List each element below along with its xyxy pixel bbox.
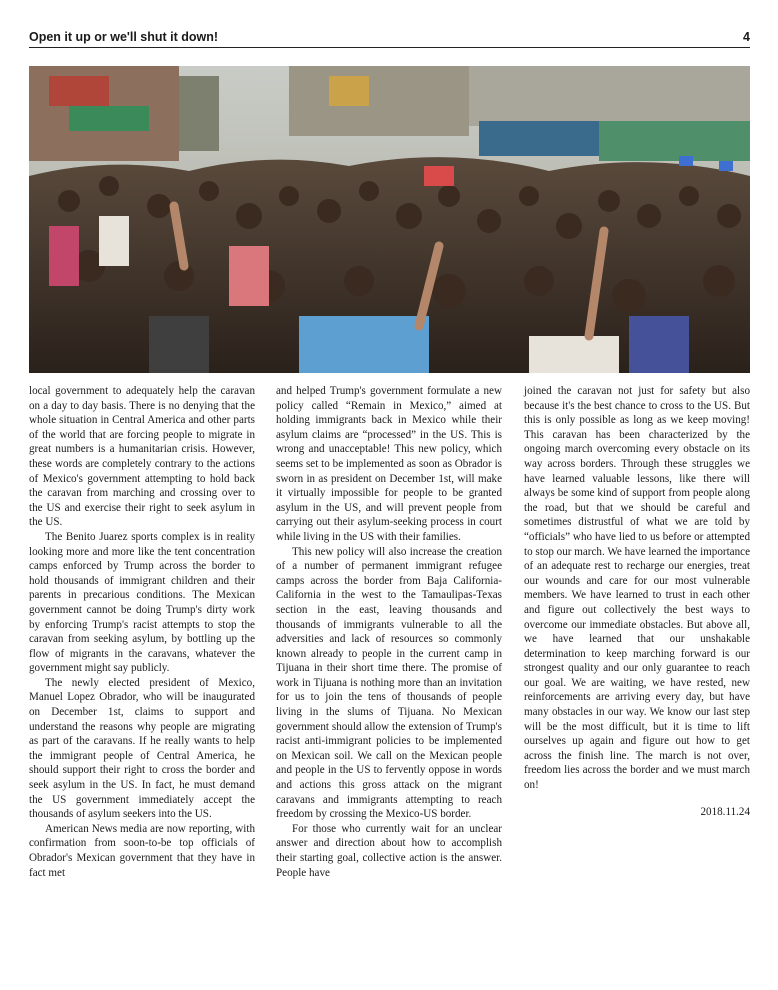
paragraph: The newly elected president of Mexico, Manuel Lopez Obrador, who will be inaugurated on December 1st, claims to support and understand the reasons why people are migrating as part of the caravans. If he really wants to help the immigrant people of Central America, he should support their right to cross the border and seek asylum in the US. In fact, he must demand the US government immediately accept the thousands of asylum seekers into the US.	[29, 676, 255, 821]
paragraph: and helped Trump's government formulate a new policy called “Remain in Mexico,” aimed at holding immigrants back in Mexico while their asylum claims are “processed” in the US. This is wrong and unacceptable! This new policy, which seems set to be implemented as soon as Obrador is sworn in as president on December 1st, will make it virtually impossible for people to be granted asylum in the US, and will prevent people from carrying out their asylum-seeking process in court while living in the US with their families.	[276, 385, 502, 543]
header-divider	[29, 47, 750, 48]
article-date: 2018.11.24	[700, 805, 750, 818]
paragraph: joined the caravan not just for safety but also because it's the best chance to cross to the US. But this is only possible as long as we keep moving! This caravan has been characterized by the ongoing march overcoming every obstacle on its way across borders. Through these struggles we have learned valuable lessons, like there will always be some kind of support from people along the road, but that we should be careful and sometimes distrustful of what we are told by “officials” who have lied to us before or attempted to stop our march. We have learned the importance of an adequate rest to recharge our energies, treat our wounds and care for our most vulnerable members. We have learned to trust in each other and figure out collectively the best ways to overcome our immediate obstacles. But above all, we have learned that our unshakable determination to keep marching forward is our strongest quality and our only guarantee to reach our goal. We are waiting, we have rested, new reinforcements are arriving every day, but have many obstacles in our way. We know our last step will be the most difficult, but it is time to lift ourselves up again and figure out how to get across the finish line. The march is not over, freedom lies across the border and we must march on!	[524, 385, 750, 792]
caravan-crowd-photo	[29, 66, 750, 373]
article-column-2	[276, 384, 502, 880]
running-title: Open it up or we'll shut it down!	[29, 30, 219, 44]
page-header	[29, 27, 750, 47]
paragraph: local government to adequately help the caravan on a day to day basis. There is no denying that the whole situation in Central America and other parts of the world that are forcing people to migrate in great numbers is a humanitarian crisis. However, these words are completely contrary to the actions of Mexico's government attempting to hold back the caravan from marching and crossing over to the US and exercise their right to seek asylum in the US.	[29, 385, 255, 529]
article-column-1	[29, 384, 255, 880]
paragraph: This new policy will also increase the creation of a number of permanent immigrant refugee camps across the border from Baja California-California in the west to the Tamaulipas-Texas section in the east, leaving thousands and thousands of immigrants vulnerable to all the adversities and lack of resources so commonly known already to people in the current camp in Tijuana in their short time there. The promise of work in Tijuana is nothing more than an invitation for us to join the tens of thousands of people living in the slums of Tijuana. No Mexican government should allow the extension of Trump's racist anti-immigrant policies to be implemented on Mexican soil. We call on the Mexican people and people in the US to fervently oppose in words and actions this gross attack on the migrant caravans and immigrants attempting to reach freedom by crossing the Mexico-US border.	[276, 545, 502, 821]
paragraph: The Benito Juarez sports complex is in reality looking more and more like the tent concentration camps enforced by Trump across the border to hold thousands of immigrant children and their parents in precarious conditions. The Mexican government cannot be doing Trump's dirty work by enforcing Trump's racist attempts to stop the caravan from seeking asylum, by bottling up the flow of migrants in the caravans, whatever the government might say publicly.	[29, 530, 255, 675]
article-column-3	[524, 384, 750, 819]
page-number: 4	[743, 30, 750, 44]
paragraph: For those who currently wait for an unclear answer and direction about how to accomplish their starting goal, collective action is the answer. People have	[276, 822, 502, 879]
paragraph: American News media are now reporting, with confirmation from soon-to-be top officials of Obrador's Mexican government that they have in fact met	[29, 822, 255, 879]
